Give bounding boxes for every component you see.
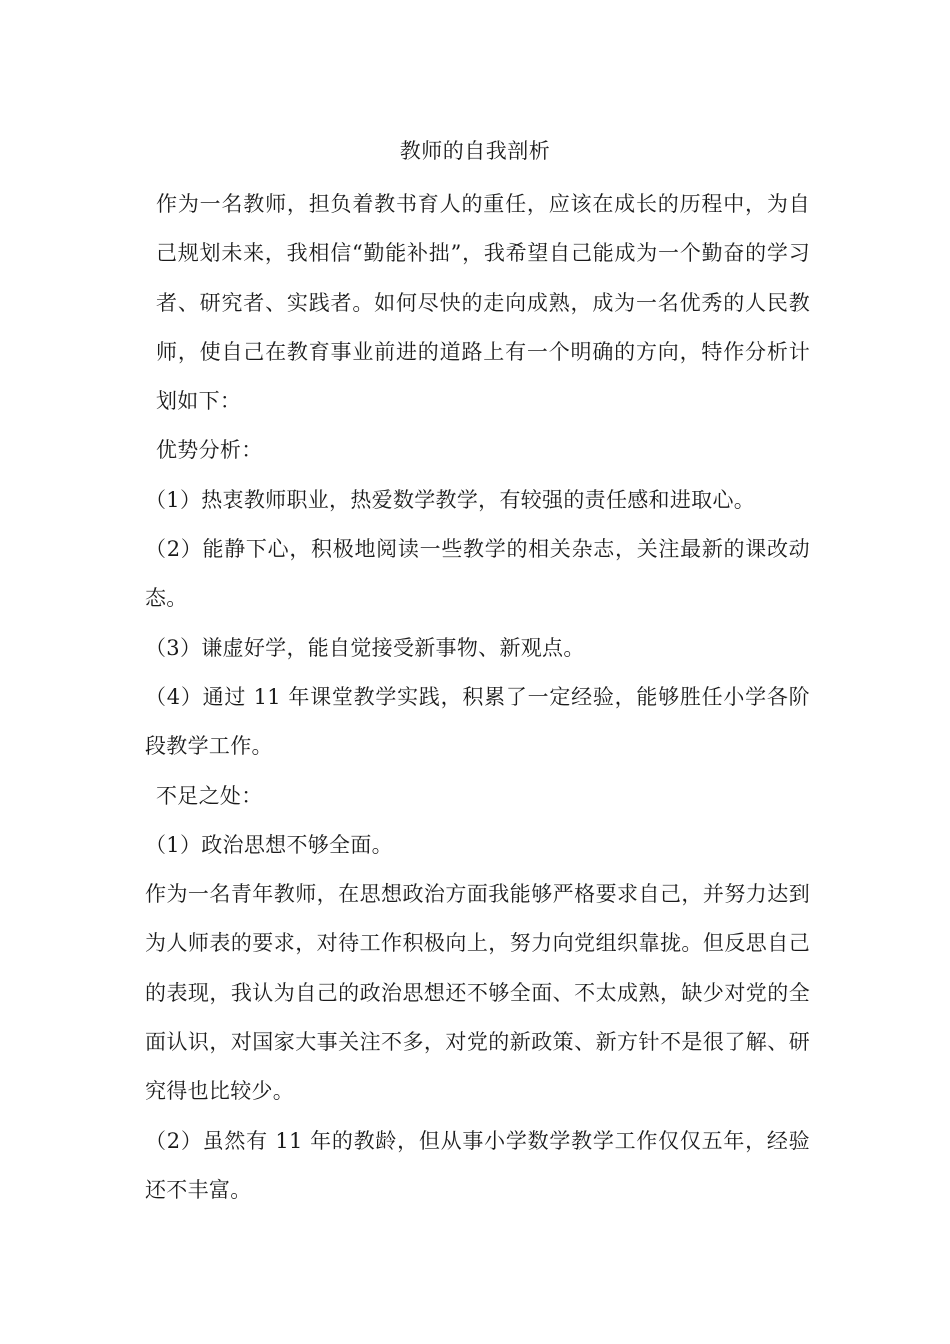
weaknesses-heading: 不足之处： — [156, 783, 263, 808]
strength-item-3: （3）谦虚好学，能自觉接受新事物、新观点。 — [145, 635, 585, 660]
weakness-explanation: 作为一名青年教师，在思想政治方面我能够严格要求自己，并努力达到为人师表的要求，对待工作积极向上，努力向党组织靠拢。但反思自己的表现，我认为自己的政治思想还不够全面、不太成熟，缺少对党的全面认识，对国家大事关注不多，对党的新政策、新方针不是很了解、研究得也比较少。 — [145, 882, 810, 1104]
intro-paragraph: 作为一名教师，担负着教书育人的重任，应该在成长的历程中，为自己规划未来，我相信“勤能补拙”，我希望自己能成为一个勤奋的学习者、研究者、实践者。如何尽快的走向成熟，成为一名优秀的人民教师，使自己在教育事业前进的道路上有一个明确的方向，特作分析计划如下： — [156, 192, 810, 414]
strength-item-1: （1）热衷教师职业，热爱数学教学，有较强的责任感和进取心。 — [145, 487, 756, 512]
weakness-item-1: （1）政治思想不够全面。 — [145, 832, 393, 857]
document-title: 教师的自我剖析 — [399, 139, 551, 163]
strength-item-2: （2）能静下心，积极地阅读一些教学的相关杂志，关注最新的课改动态。 — [145, 537, 810, 611]
weakness-item-2: （2）虽然有 11 年的教龄，但从事小学数学教学工作仅仅五年，经验还不丰富。 — [145, 1128, 810, 1202]
strengths-heading: 优势分析： — [156, 438, 263, 463]
strength-item-4: （4）通过 11 年课堂教学实践，积累了一定经验，能够胜任小学各阶段教学工作。 — [145, 684, 810, 759]
document-body — [145, 180, 810, 1215]
